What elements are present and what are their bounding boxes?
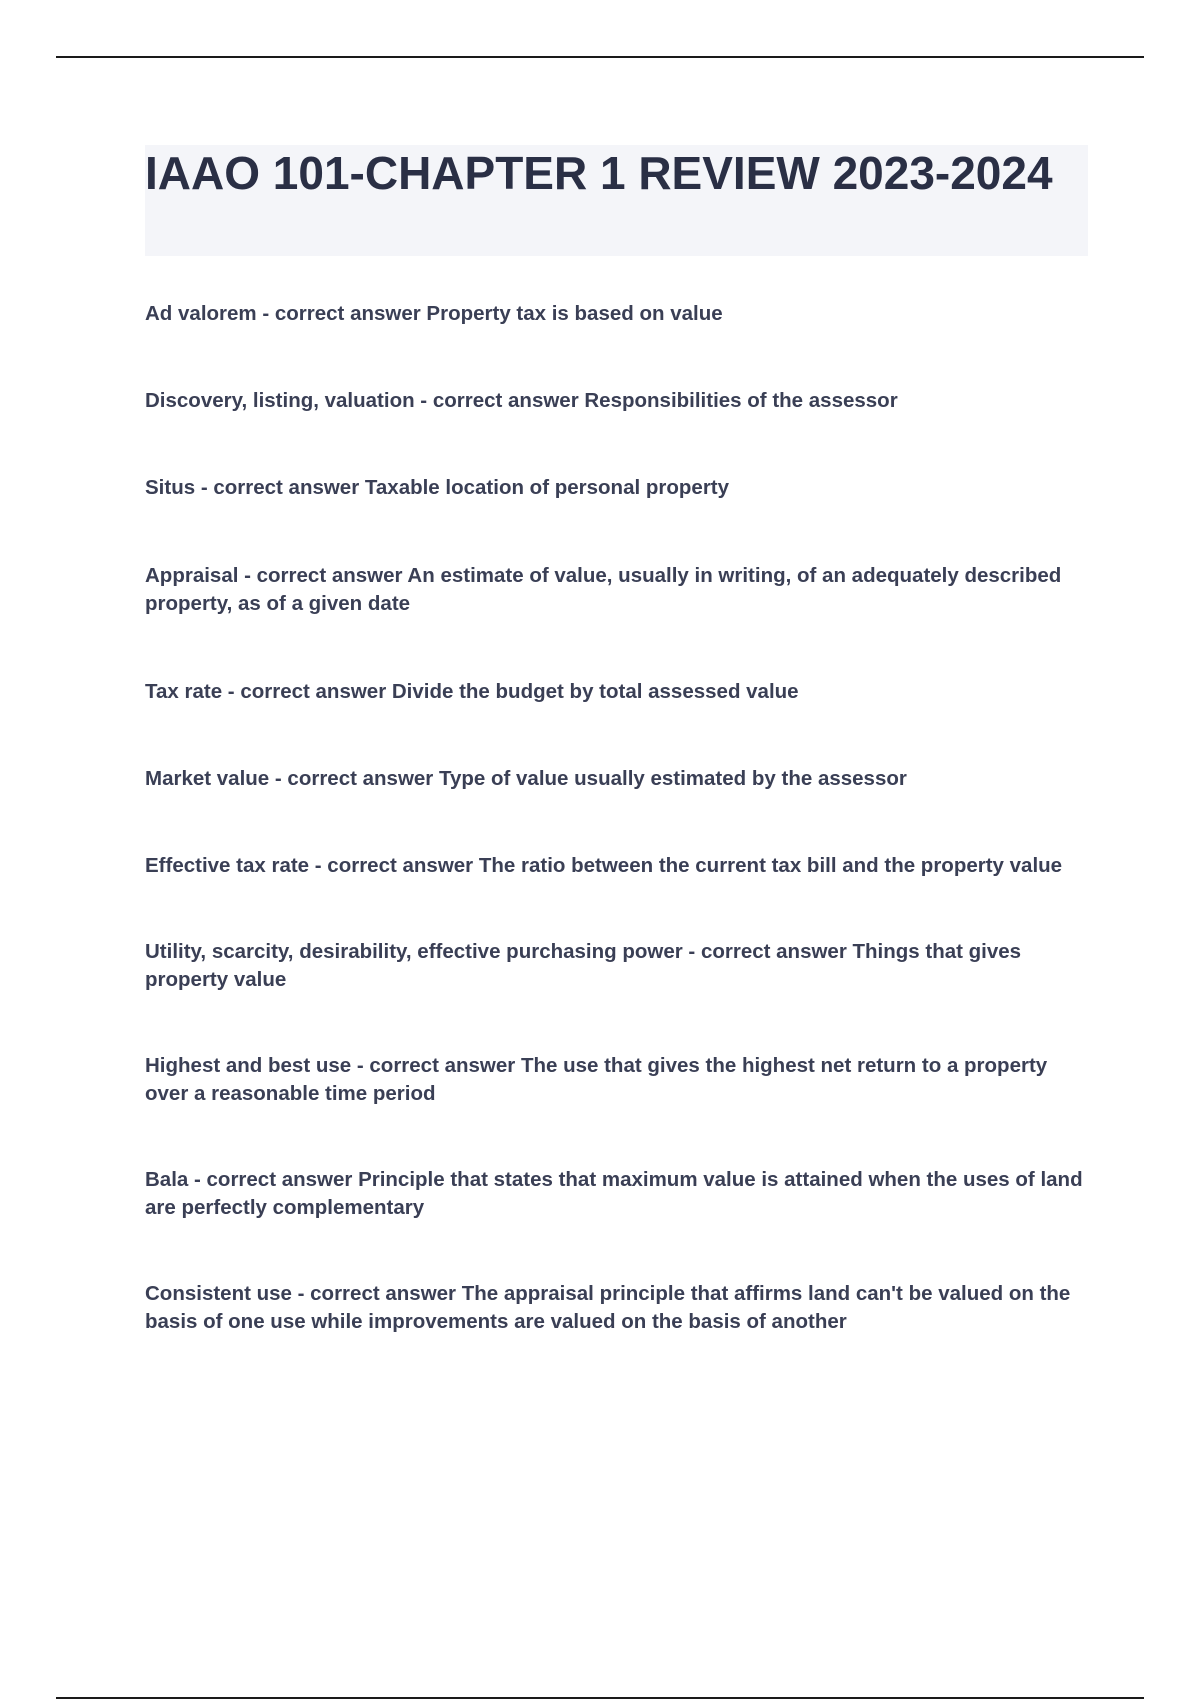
bottom-rule	[56, 1697, 1144, 1699]
qa-item: Appraisal - correct answer An estimate of value, usually in writing, of an adequately described property, as of a given date	[145, 564, 1062, 615]
qa-item: Situs - correct answer Taxable location of personal property	[145, 476, 730, 499]
qa-item: Effective tax rate - correct answer The ratio between the current tax bill and the property value	[145, 854, 1063, 877]
page-title: IAAO 101-CHAPTER 1 REVIEW 2023-2024	[145, 147, 1053, 199]
top-rule	[56, 56, 1144, 58]
qa-item: Market value - correct answer Type of value usually estimated by the assessor	[145, 767, 907, 790]
qa-item: Utility, scarcity, desirability, effective purchasing power - correct answer Things that gives property value	[145, 940, 1022, 991]
qa-item: Ad valorem - correct answer Property tax is based on value	[145, 302, 723, 325]
qa-item: Bala - correct answer Principle that states that maximum value is attained when the uses of land are perfectly complementary	[145, 1168, 1083, 1219]
qa-item: Consistent use - correct answer The appraisal principle that affirms land can't be valued on the basis of one use while improvements are valued on the basis of another	[145, 1282, 1071, 1333]
qa-item: Tax rate - correct answer Divide the budget by total assessed value	[145, 680, 799, 703]
qa-item: Discovery, listing, valuation - correct answer Responsibilities of the assessor	[145, 389, 898, 412]
qa-item: Highest and best use - correct answer The use that gives the highest net return to a property over a reasonable time period	[145, 1054, 1048, 1105]
title-box	[145, 145, 1088, 256]
qa-list	[145, 300, 1090, 1336]
